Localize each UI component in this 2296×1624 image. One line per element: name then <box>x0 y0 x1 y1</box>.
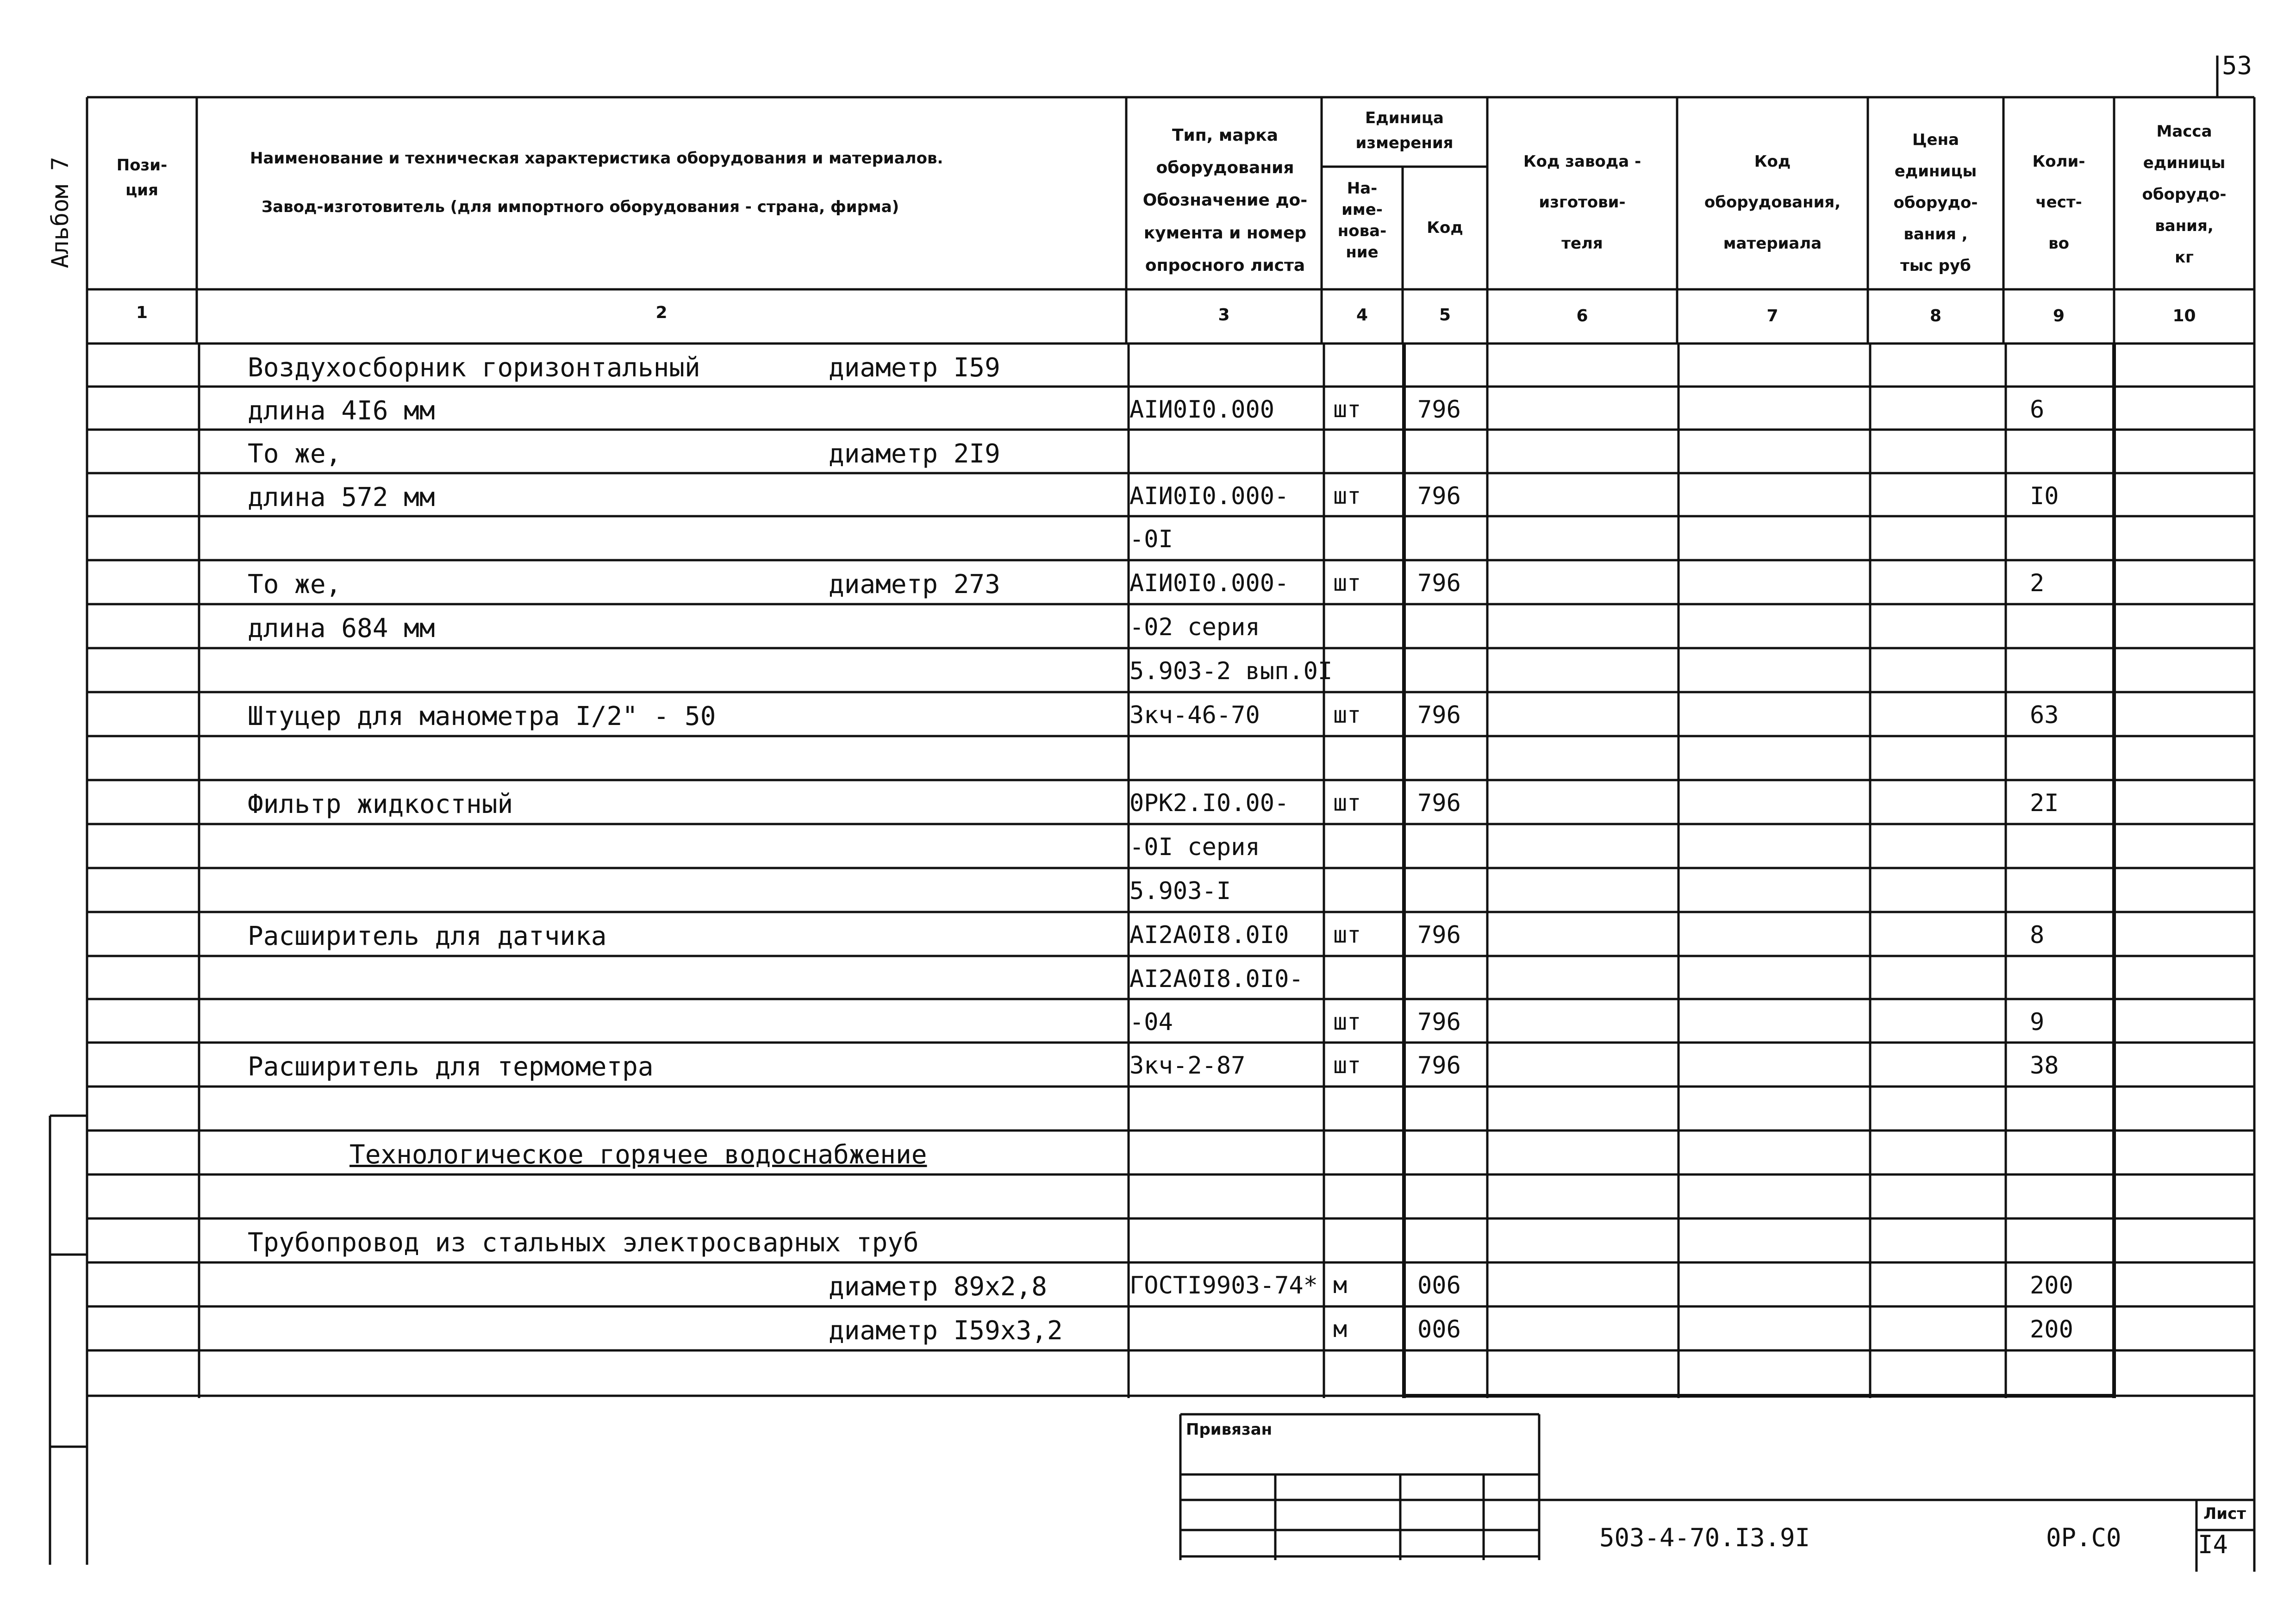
item-dimension: диаметр 89x2,8 <box>829 1272 1048 1302</box>
header-name-line2: Завод-изготовитель (для импортного оборудования - страна, фирма) <box>262 198 899 216</box>
stamp-section: 0P.C0 <box>2046 1523 2121 1552</box>
item-unit-code: 796 <box>1417 1052 1461 1080</box>
col-number: 9 <box>2053 306 2065 325</box>
item-unit-code: 796 <box>1417 789 1461 817</box>
item-quantity: 63 <box>2030 701 2059 729</box>
item-unit-code: 006 <box>1417 1316 1461 1343</box>
item-unit: м <box>1333 1272 1348 1299</box>
item-document: AIИ0I0.000 <box>1129 396 1275 424</box>
item-unit: шт <box>1333 1008 1361 1035</box>
col-number: 1 <box>136 303 148 322</box>
item-name: Технологическое горячее водоснабжение <box>349 1140 927 1170</box>
item-unit: шт <box>1333 482 1361 509</box>
item-name: Расширитель для датчика <box>248 921 607 951</box>
item-name: Расширитель для термометра <box>248 1052 654 1082</box>
item-unit: шт <box>1333 569 1361 596</box>
item-name: То же, <box>248 569 342 600</box>
header-name-line1: Наименование и техническая характеристика оборудования и материалов. <box>250 149 943 168</box>
item-quantity: 2 <box>2030 569 2045 597</box>
item-quantity: I0 <box>2030 482 2059 510</box>
item-unit: шт <box>1333 1052 1361 1079</box>
item-unit-code: 796 <box>1417 921 1461 949</box>
item-unit-code: 796 <box>1417 569 1461 597</box>
item-document: -0I серия <box>1129 833 1260 861</box>
col-number: 10 <box>2172 306 2196 325</box>
col-number: 3 <box>1218 306 1230 325</box>
item-quantity: 200 <box>2030 1272 2073 1299</box>
item-unit-code: 796 <box>1417 701 1461 729</box>
col-number: 8 <box>1929 306 1942 325</box>
col-number: 5 <box>1439 306 1451 325</box>
item-document: 0PK2.I0.00- <box>1129 789 1289 817</box>
header-unit-code: Код <box>1427 219 1463 237</box>
item-document: 5.903-I <box>1129 877 1231 905</box>
stamp-doc-code: 503-4-70.I3.9I <box>1599 1523 1810 1552</box>
item-unit-code: 006 <box>1417 1272 1461 1299</box>
item-document: 5.903-2 вып.0I <box>1129 657 1333 685</box>
item-dimension: диаметр I59x3,2 <box>829 1316 1063 1346</box>
item-unit: шт <box>1333 921 1361 948</box>
item-unit-code: 796 <box>1417 482 1461 510</box>
album-label: Альбом 7 <box>47 156 74 269</box>
header-equipment-code: Код оборудования, материала <box>1704 152 1841 253</box>
header-quantity: Коли- чест- во <box>2032 152 2085 253</box>
header-manufacturer-code: Код завода - изготови- теля <box>1523 152 1641 253</box>
col-number: 7 <box>1766 306 1778 325</box>
item-quantity: 9 <box>2030 1008 2045 1036</box>
header-mass: Масса единицы оборудо- вания, кг <box>2142 122 2227 267</box>
item-name: длина 684 мм <box>248 613 435 643</box>
item-document: AI2A0I8.0I0- <box>1129 965 1304 993</box>
item-quantity: 8 <box>2030 921 2045 949</box>
item-quantity: 6 <box>2030 396 2045 424</box>
item-dimension: диаметр 273 <box>829 569 1000 600</box>
item-document: AI2A0I8.0I0 <box>1129 921 1289 949</box>
item-document: -02 серия <box>1129 613 1260 641</box>
header-price: Цена единицы оборудо- вания , тыс руб <box>1893 131 1978 275</box>
stamp-sheet-label: Лист <box>2203 1505 2246 1523</box>
item-name: длина 572 мм <box>248 482 435 512</box>
item-unit: м <box>1333 1316 1348 1343</box>
page-number: 53 <box>2222 51 2252 80</box>
item-unit-code: 796 <box>1417 1008 1461 1036</box>
item-name: Штуцер для манометра I/2" - 50 <box>248 701 716 731</box>
item-quantity: 2I <box>2030 789 2059 817</box>
item-name: длина 4I6 мм <box>248 396 435 426</box>
col-number: 2 <box>655 303 668 322</box>
item-name: То же, <box>248 439 342 469</box>
item-name: Воздухосборник горизонтальный <box>248 353 700 383</box>
item-quantity: 38 <box>2030 1052 2059 1080</box>
item-dimension: диаметр I59 <box>829 353 1000 383</box>
item-quantity: 200 <box>2030 1316 2073 1343</box>
header-position: Пози- ция <box>116 156 168 200</box>
header-unit-name: На- име- нова- ние <box>1337 179 1387 262</box>
item-document: AIИ0I0.000- <box>1129 569 1289 597</box>
item-unit: шт <box>1333 396 1361 423</box>
item-unit-code: 796 <box>1417 396 1461 424</box>
item-document: -0I <box>1129 525 1173 553</box>
item-document: 3кч-46-70 <box>1129 701 1260 729</box>
header-type-mark: Тип, марка оборудования Обозначение до- кумента и номер опросного листа <box>1142 126 1308 275</box>
item-unit: шт <box>1333 789 1361 816</box>
item-document: AIИ0I0.000- <box>1129 482 1289 510</box>
stamp-privyazan: Привязан <box>1186 1420 1273 1439</box>
item-document: -04 <box>1129 1008 1173 1036</box>
header-unit-group: Единица измерения <box>1355 109 1454 153</box>
item-unit: шт <box>1333 701 1361 728</box>
stamp-sheet-number: I4 <box>2198 1530 2228 1559</box>
col-number: 4 <box>1356 306 1368 325</box>
col-number: 6 <box>1576 306 1588 325</box>
item-name: Фильтр жидкостный <box>248 789 513 819</box>
item-dimension: диаметр 2I9 <box>829 439 1000 469</box>
item-document: ГОСТI9903-74* <box>1129 1272 1318 1299</box>
item-document: 3кч-2-87 <box>1129 1052 1246 1080</box>
item-name: Трубопровод из стальных электросварных труб <box>248 1228 919 1258</box>
